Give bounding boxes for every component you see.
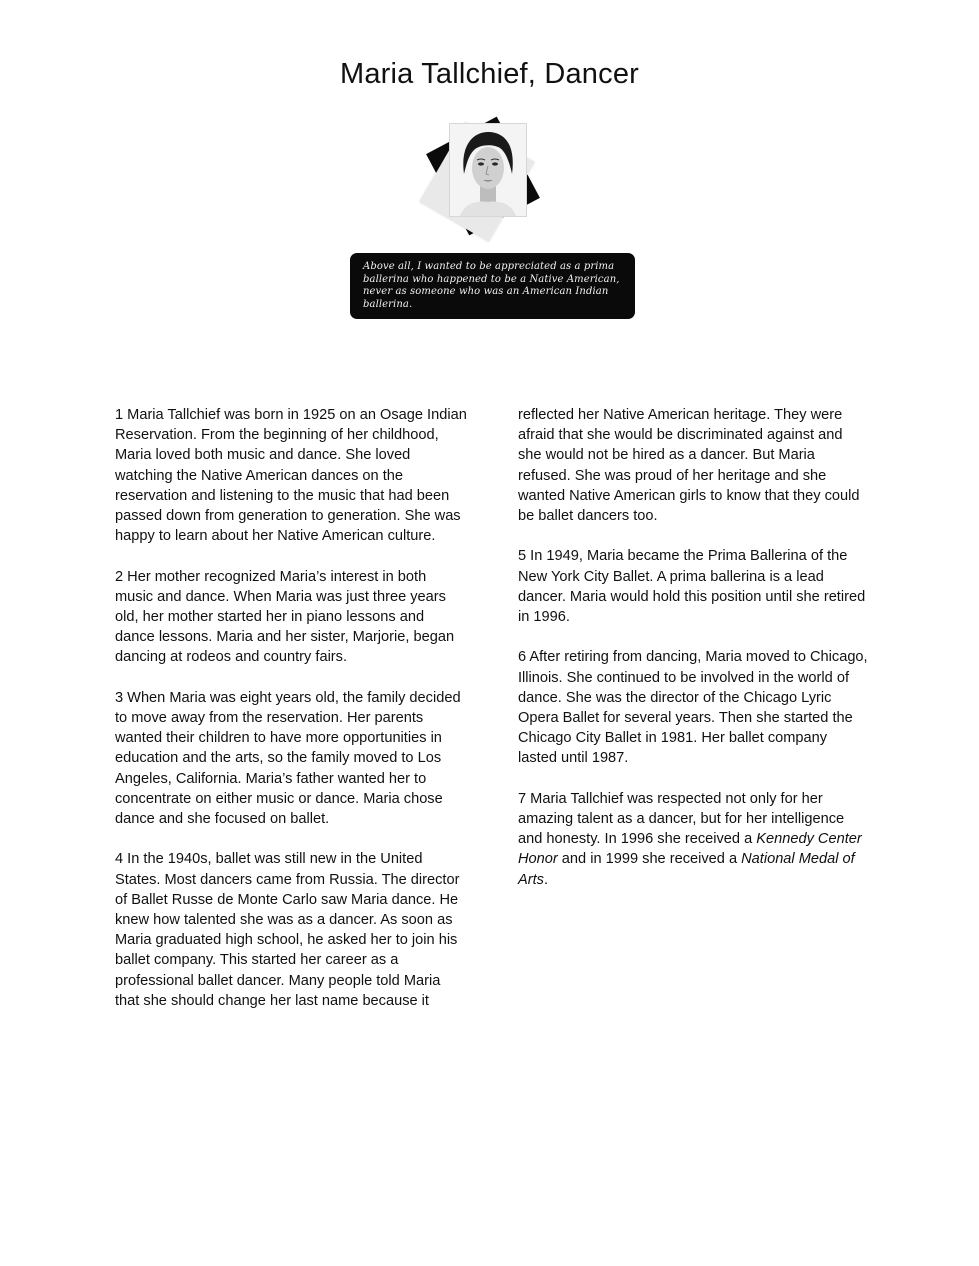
paragraph-7-text-b: and in 1999 she received a — [557, 851, 742, 868]
paragraph-4-continued: reflected her Native American heritage. They were afraid that she would be discriminated against and she would not be hired as a dancer. But Maria refused. She was proud of her heritage and she wanted Native American girls to know that they could be ballet dancers too. — [518, 407, 860, 525]
award-national-medal-of-arts: National Medal of Arts — [518, 851, 855, 888]
page-title: Maria Tallchief, Dancer — [339, 58, 640, 90]
paragraph-7-text-c: . — [543, 871, 549, 888]
text-column-left — [115, 405, 467, 1031]
paragraph-6: 6 After retiring from dancing, Maria moved to Chicago, Illinois. She continued to be involved in the world of dance. She was the director of the Chicago Lyric Opera Ballet for several years. Then she started the Chicago City Ballet in 1981. Her ballet company lasted until 1987. — [518, 649, 868, 767]
paragraph-7-text-a: 7 Maria Tallchief was respected not only for her amazing talent as a dancer, but for her intelligence and honesty. In 1996 she received a — [518, 790, 845, 848]
quote-banner — [350, 253, 635, 319]
paragraph-3: 3 When Maria was eight years old, the family decided to move away from the reservation. Her parents wanted their children to have more opportunities in education and the arts, so the family moved to Los Angeles, California. Maria’s father wanted her to concentrate on either music or dance. Maria chose dance and she focused on ballet. — [115, 689, 461, 828]
paragraph-5: 5 In 1949, Maria became the Prima Ballerina of the New York City Ballet. A prima ballerina is a lead dancer. Maria would hold this position until she retired in 1996. — [518, 548, 866, 626]
portrait-collage — [413, 110, 553, 245]
text-column-right — [518, 405, 870, 910]
paragraph-7 — [518, 789, 870, 890]
paragraph-1: 1 Maria Tallchief was born in 1925 on an Osage Indian Reservation. From the beginning of her childhood, Maria loved both music and dance. She loved watching the Native American dances on the reservation and listening to the music that had been passed down from generation to generation. She was happy to learn about her Native American culture. — [115, 407, 467, 545]
portrait-photo — [449, 123, 527, 217]
quote-text: Above all, I wanted to be appreciated as a prima ballerina who happened to be a Native American, never as someone who was an American Indian ballerina. — [363, 261, 620, 310]
award-kennedy-center-honor: Kennedy Center Honor — [518, 831, 862, 868]
paragraph-2: 2 Her mother recognized Maria’s interest in both music and dance. When Maria was just three years old, her mother started her in piano lessons and dance lessons. Maria and her sister, Marjorie, began dancing at rodeos and country fairs. — [115, 568, 455, 666]
paragraph-4: 4 In the 1940s, ballet was still new in the United States. Most dancers came from Russia. The director of Ballet Russe de Monte Carlo saw Maria dance. He knew how talented she was as a dancer. As soon as Maria graduated high school, he asked her to join his ballet company. This started her career as a professional ballet dancer. Many people told Maria that she should change her last name because it — [115, 851, 460, 1009]
